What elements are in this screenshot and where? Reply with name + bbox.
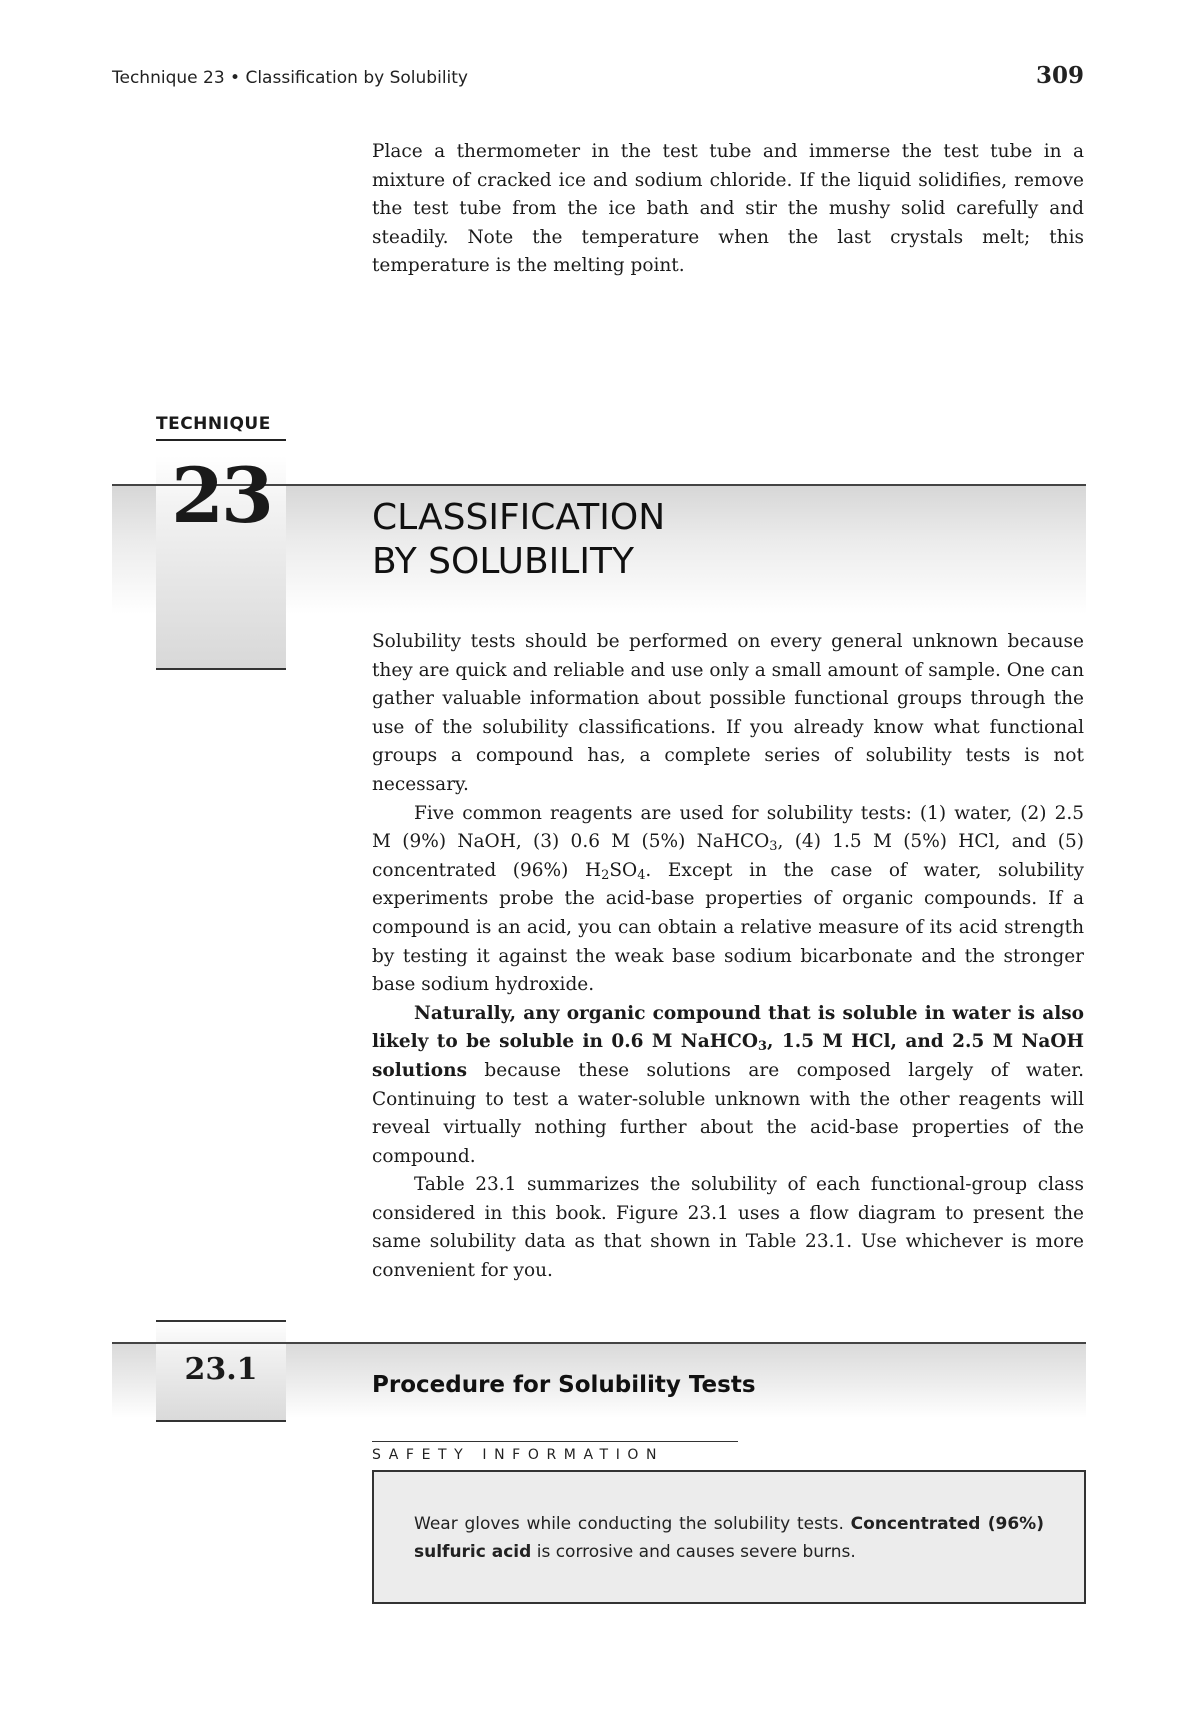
chapter-number: 23 <box>171 451 271 540</box>
intro-paragraph-text: Place a thermometer in the test tube and immerse the test tube in a mixture of cracked ice and sodium chloride. If the liquid solidifies, remove the test tube from the ice bath and stir the mushy solid carefully and steadily. Note the temperature when the last crystals melt; this temperature is the melting point. <box>372 141 1084 277</box>
paragraph-2: Five common reagents are used for solubility tests: (1) water, (2) 2.5 M (9%) NaOH, (3) 0.6 M (5%) NaHCO$_3$, (4) 1.5 M (5%) HCl, and (5) concentrated (96%) $H_2SO_4$. Except in the case of water, solubility experiments probe the acid-base properties of organic compounds. If a compound is an acid, you can obtain a relative measure of its acid strength by testing it against the weak base sodium bicarbonate and the stronger base sodium hydroxide. <box>372 802 1084 996</box>
running-head-title: Technique 23 • Classification by Solubility <box>112 68 468 88</box>
safety-heading-rule <box>372 1441 738 1442</box>
paragraph-1: Solubility tests should be performed on every general unknown because they are quick and reliable and use only a small amount of sample. One can gather valuable information about possible functional groups through the use of the solubility classifications. If you already know what functional groups a compound has, a complete series of solubility tests is not necessary. <box>372 631 1084 795</box>
section-number: 23.1 <box>184 1352 258 1387</box>
chapter-title-line-1: CLASSIFICATION <box>372 497 666 538</box>
running-head <box>112 62 1084 96</box>
section-title: Procedure for Solubility Tests <box>372 1372 756 1398</box>
safety-heading: SAFETY INFORMATION <box>372 1447 665 1463</box>
main-body-text <box>372 628 1084 1286</box>
safety-text: Wear gloves while conducting the solubility tests. Concentrated (96%) sulfuric acid is corrosive and causes severe burns. <box>414 1514 1044 1562</box>
safety-information-box <box>372 1470 1086 1604</box>
paragraph-4: Table 23.1 summarizes the solubility of each functional-group class considered in this book. Figure 23.1 uses a flow diagram to present the same solubility data as that shown in Table 23.1. Use whichever is more convenient for you. <box>372 1174 1084 1282</box>
technique-label-rule <box>156 439 286 441</box>
chapter-title-line-2: BY SOLUBILITY <box>372 541 634 582</box>
intro-paragraph <box>372 138 1084 281</box>
chapter-title <box>372 496 1072 584</box>
section-box-top-rule <box>156 1320 286 1322</box>
section-header-rule <box>112 1342 1086 1344</box>
technique-label: TECHNIQUE <box>156 414 271 434</box>
page-number: 309 <box>1035 62 1084 89</box>
section-box-bottom-rule <box>156 1420 286 1422</box>
paragraph-3: Naturally, any organic compound that is soluble in water is also likely to be soluble in 0.6 M NaHCO$_3$, 1.5 M HCl, and 2.5 M NaOH solutions because these solutions are composed largely of water. Continuing to test a water-soluble unknown with the other reagents will reveal virtually nothing further about the acid-base properties of the compound. <box>372 1002 1085 1167</box>
chapter-box-bottom-rule <box>156 668 286 670</box>
